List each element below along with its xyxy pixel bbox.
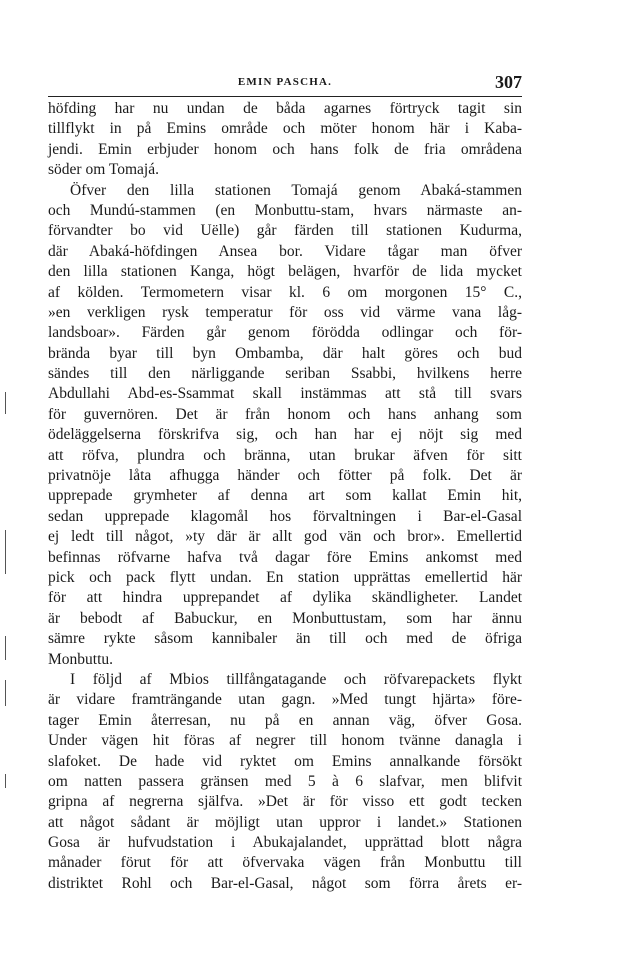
text-line: den lilla stationen Kanga, högt belägen, hvarför de lida mycket	[48, 263, 522, 281]
running-head	[48, 74, 522, 94]
text-line: pick och pack flytt undan. En station upprättas emellertid här	[48, 568, 522, 586]
header-rule	[48, 96, 522, 97]
text-line: att något sådant är möjligt utan uppror i landet.» Stationen	[48, 813, 522, 831]
text-line: sedan upprepade klagomål hos förvaltningen i Bar-el-Gasal	[48, 507, 522, 525]
text-line: af kölden. Termometern visar kl. 6 om morgonen 15° C.,	[48, 283, 522, 301]
text-line: och Mundú-stammen (en Monbuttu-stam, hvars närmaste an-	[48, 201, 522, 219]
text-line: Abdullahi Abd-es-Ssammat skall instämmas att stå till svars	[48, 385, 522, 403]
text-line: befinnas röfvarne hafva två dagar före Emins ankomst med	[48, 548, 522, 566]
text-line: tillflykt in på Emins område och möter honom här i Kaba-	[48, 120, 522, 138]
text-line: där Abaká-höfdingen Ansea bor. Vidare tågar man öfver	[48, 242, 522, 260]
running-title: EMIN PASCHA.	[237, 76, 333, 88]
margin-mark	[5, 774, 6, 788]
text-line: Monbuttu.	[48, 650, 114, 668]
text-line: slafoket. De hade vid ryktet om Emins annalkande försökt	[48, 752, 522, 770]
text-line: om natten passera gränsen med 5 à 6 slafvar, men blifvit	[48, 772, 522, 790]
text-line: Under vägen hit föras af negrer till honom tvänne danagla i	[48, 732, 522, 750]
text-line: ödeläggelserna förskrifva sig, och han har ej nöjt sig med	[48, 426, 522, 444]
text-line: Gosa är hufvudstation i Abukajalandet, upprättad blott några	[48, 834, 522, 852]
text-line: förvandter bo vid Uëlle) går färden till stationen Kudurma,	[48, 222, 522, 240]
text-line: »en verkligen rysk temperatur för oss vid värme vana låg-	[48, 303, 522, 321]
text-line: sämre rykte såsom kannibaler än till och med de öfriga	[48, 630, 522, 648]
margin-mark	[5, 680, 6, 706]
text-line: Öfver den lilla stationen Tomajá genom Abaká-stammen	[70, 181, 522, 199]
text-line: att röfva, plundra och bränna, utan brukar äfven för sitt	[48, 446, 522, 464]
text-line: I följd af Mbios tillfångatagande och röfvarepackets flykt	[70, 670, 522, 688]
text-line: brända byar till byn Ombamba, där halt göres och bud	[48, 344, 522, 362]
text-line: privatnöje låta afhugga händer och fötter på folk. Det är	[48, 467, 522, 485]
text-line: gripna af negrerna själfva. »Det är för visso ett godt tecken	[48, 793, 522, 811]
margin-mark	[5, 530, 6, 574]
text-line: för guvernören. Det är från honom och hans anhang som	[48, 405, 522, 423]
margin-mark	[5, 636, 6, 660]
text-line: höfding har nu undan de båda agarnes förtryck tagit sin	[48, 100, 522, 117]
text-line: distriktet Rohl och Bar-el-Gasal, något som förra årets er-	[48, 874, 522, 892]
text-line: för att hindra upprepandet af dylika skändligheter. Landet	[48, 589, 522, 607]
text-line: tager Emin återresan, nu på en annan väg, öfver Gosa.	[48, 711, 522, 729]
body-text	[48, 99, 522, 894]
text-line: söder om Tomajá.	[48, 161, 159, 179]
text-line: är bebodt af Babuckur, en Monbuttustam, som har ännu	[48, 609, 522, 627]
text-line: ej ledt till något, »ty där är allt god vän och bror». Emellertid	[48, 528, 522, 546]
text-line: sändes till den närliggande seriban Ssabbi, hvilkens herre	[48, 365, 522, 383]
page-number: 307	[495, 72, 522, 92]
text-line: månader förut för att öfvervaka vägen från Monbuttu till	[48, 854, 522, 872]
text-line: upprepade grymheter af denna art som kallat Emin hit,	[48, 487, 522, 505]
margin-mark	[5, 392, 6, 414]
text-line: jendi. Emin erbjuder honom och hans folk de fria områdena	[48, 140, 522, 158]
text-line: landsboar». Färden går genom förödda odlingar och för-	[48, 324, 522, 342]
text-line: är vidare framträngande utan gagn. »Med tungt hjärta» före-	[48, 691, 522, 709]
